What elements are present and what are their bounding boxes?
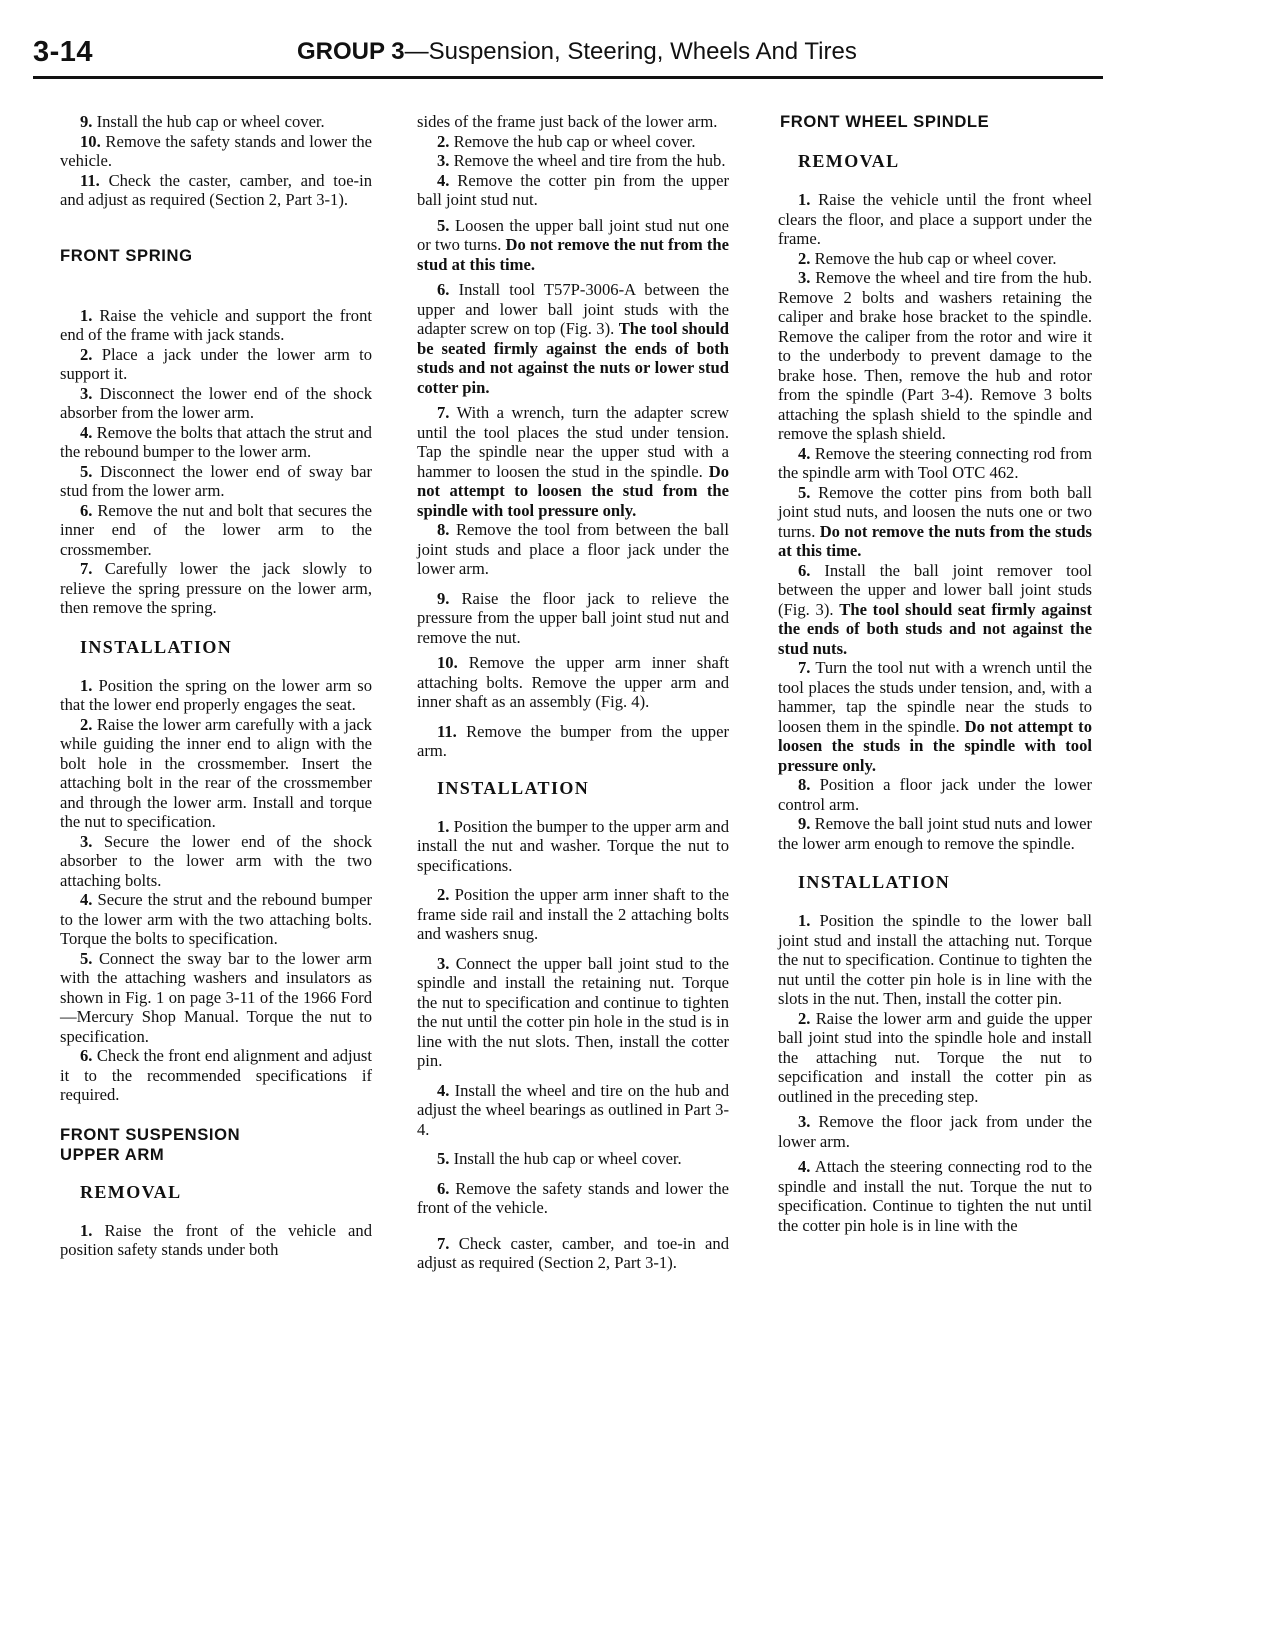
step-paragraph: [778, 658, 1092, 775]
step-paragraph: [778, 249, 1092, 269]
step-number: 4.: [437, 170, 450, 190]
step-text: Turn the tool nut with a wrench until the tool places the studs under tension, and, with a hammer, tap the spindle near the studs to loosen them in the spindle.: [778, 658, 1092, 736]
step-paragraph: [778, 1157, 1092, 1235]
step-paragraph: [417, 817, 729, 876]
step-paragraph: [417, 885, 729, 944]
subheading-removal: REMOVAL: [798, 151, 900, 171]
step-number: 2.: [80, 344, 93, 364]
step-warning: Do not attempt to loosen the stud from the spindle with tool pressure only.: [417, 461, 729, 520]
step-warning: Do not attempt to loosen the studs in the spindle with tool pressure only.: [778, 716, 1092, 775]
step-text: Remove the safety stands and lower the front of the vehicle.: [417, 1178, 729, 1217]
step-number: 4.: [798, 443, 811, 463]
step-text: Connect the upper ball joint stud to the spindle and install the retaining nut. Torque the nut to specification and continue to tighten the nut until the cotter pin hole in the stud is in line with the nut slots. Then, install the cotter pin.: [417, 953, 729, 1070]
step-number: 1.: [798, 911, 811, 930]
step-number: 9.: [798, 814, 811, 833]
step-paragraph: [417, 403, 729, 520]
step-number: 6.: [80, 1046, 93, 1065]
step-paragraph: [417, 589, 729, 648]
step-number: 4.: [80, 422, 93, 442]
step-text: Loosen the upper ball joint stud nut one or two turns.: [417, 215, 729, 254]
step-number: 5.: [437, 1149, 450, 1168]
step-text: Install the hub cap or wheel cover.: [96, 112, 325, 131]
step-number: 1.: [80, 305, 93, 325]
step-text: Remove the ball joint stud nuts and lower the lower arm enough to remove the spindle.: [778, 814, 1092, 853]
step-number: 1.: [798, 190, 811, 209]
step-paragraph: [778, 814, 1092, 853]
step-warning: The tool should be seated firmly against the ends of both studs and not against the nuts or lower stud cotter pin.: [417, 319, 729, 397]
step-number: 6.: [798, 560, 811, 580]
step-number: 6.: [437, 280, 450, 299]
step-number: 9.: [437, 588, 450, 608]
step-number: 4.: [80, 890, 93, 909]
step-text: Carefully lower the jack slowly to relieve the spring pressure on the lower arm, then remove the spring.: [60, 559, 372, 617]
step-text: Remove the hub cap or wheel cover.: [453, 131, 696, 151]
step-text: Remove the steering connecting rod from the spindle arm with Tool OTC 462.: [778, 443, 1092, 482]
step-text: Install tool T57P-3006-A between the upper and lower ball joint studs with the adapter screw on top (Fig. 3).: [417, 280, 730, 338]
step-number: 3.: [80, 383, 93, 403]
section-heading-front-suspension: FRONT SUSPENSION: [60, 1124, 241, 1144]
step-paragraph: [60, 384, 372, 423]
step-text: Position the spring on the lower arm so that the lower end properly engages the seat.: [60, 675, 372, 714]
step-number: 10.: [437, 653, 458, 672]
step-number: 2.: [437, 131, 450, 151]
step-number: 11.: [80, 170, 100, 190]
step-text: Position the upper arm inner shaft to the frame side rail and install the 2 attaching bolts and washers snug.: [417, 885, 729, 943]
step-number: 7.: [80, 559, 93, 578]
step-paragraph: [60, 171, 372, 210]
column-middle: [417, 112, 729, 1273]
step-paragraph: [60, 676, 372, 715]
step-paragraph: [60, 112, 372, 132]
step-paragraph: [417, 151, 729, 171]
step-text: Remove the safety stands and lower the vehicle.: [60, 131, 372, 170]
step-paragraph: [417, 653, 729, 712]
step-text: Install the wheel and tire on the hub and adjust the wheel bearings as outlined in Part 3-4.: [417, 1080, 729, 1139]
step-number: 3.: [437, 151, 450, 170]
step-number: 7.: [437, 403, 450, 422]
step-text: Check caster, camber, and toe-in and adjust as required (Section 2, Part 3-1).: [417, 1233, 729, 1272]
step-text: With a wrench, turn the adapter screw until the tool places the stud under tension. Tap the spindle near the upper stud with a hammer to loosen the stud in the spindle.: [417, 403, 729, 481]
step-paragraph: [778, 775, 1092, 814]
step-text: Remove the bolts that attach the strut and the rebound bumper to the lower arm.: [60, 422, 372, 461]
step-text: Position a floor jack under the lower control arm.: [778, 775, 1092, 814]
step-paragraph: [417, 520, 729, 579]
step-paragraph: [417, 722, 729, 761]
column-right: [778, 112, 1092, 1235]
step-text: Remove the wheel and tire from the hub.: [453, 151, 726, 170]
step-paragraph: [60, 715, 372, 832]
step-paragraph: [417, 1179, 729, 1218]
step-number: 1.: [80, 675, 93, 695]
step-paragraph: [60, 132, 372, 171]
step-paragraph: [778, 1009, 1092, 1107]
step-number: 6.: [437, 1178, 450, 1198]
subheading-removal: REMOVAL: [80, 1181, 182, 1202]
step-paragraph: [778, 444, 1092, 483]
step-paragraph: [60, 949, 372, 1047]
step-text: Remove the upper arm inner shaft attaching bolts. Remove the upper arm and inner shaft as an assembly (Fig. 4).: [417, 653, 729, 711]
step-number: 3.: [80, 831, 93, 851]
step-number: 11.: [437, 721, 457, 741]
step-text: Check the caster, camber, and toe-in and adjust as required (Section 2, Part 3-1).: [60, 170, 372, 209]
continued-paragraph: sides of the frame just back of the lower arm.: [417, 112, 718, 131]
section-heading-front-wheel-spindle: FRONT WHEEL SPINDLE: [780, 112, 990, 131]
subheading-installation: INSTALLATION: [437, 777, 590, 798]
step-number: 5.: [798, 482, 811, 502]
step-number: 6.: [80, 500, 93, 520]
step-paragraph: [60, 890, 372, 949]
step-number: 3.: [798, 1112, 811, 1131]
step-paragraph: [417, 1234, 729, 1273]
step-number: 8.: [798, 775, 811, 794]
step-number: 5.: [80, 948, 93, 968]
step-number: 4.: [437, 1080, 450, 1100]
step-text: Attach the steering connecting rod to the spindle and install the nut. Torque the nut to specification. Continue to tighten the nut until the cotter pin hole is in line with the: [778, 1157, 1092, 1235]
step-warning: The tool should seat firmly against the ends of both studs and not against the stud nuts.: [778, 599, 1093, 658]
step-text: Secure the strut and the rebound bumper to the lower arm with the two attaching bolts. Torque the bolts to specification.: [60, 890, 372, 948]
step-paragraph: [60, 1046, 372, 1105]
page-header: [33, 36, 1103, 79]
step-paragraph: [417, 954, 729, 1071]
step-number: 5.: [80, 461, 93, 481]
group-label: GROUP 3: [297, 38, 405, 65]
step-text: Install the hub cap or wheel cover.: [453, 1149, 682, 1168]
step-text: Remove the bumper from the upper arm.: [417, 721, 729, 760]
step-paragraph: [60, 345, 372, 384]
step-text: Install the ball joint remover tool between the upper and lower ball joint studs (Fig. 3).: [778, 560, 1092, 619]
page-number: 3-14: [33, 36, 94, 68]
section-heading-upper-arm: UPPER ARM: [60, 1144, 165, 1164]
step-text: Position the spindle to the lower ball joint stud and install the attaching nut. Torque the nut to specification. Continue to tighten the nut until the cotter pin hole is in line with the slots in the nut. Then, install the cotter pin.: [778, 911, 1092, 1008]
step-paragraph: [60, 306, 372, 345]
step-text: Place a jack under the lower arm to support it.: [60, 344, 372, 383]
step-number: 2.: [80, 714, 93, 734]
step-number: 7.: [437, 1233, 450, 1253]
step-paragraph: [417, 171, 729, 210]
step-number: 7.: [798, 658, 811, 677]
step-warning: Do not remove the nut from the stud at this time.: [417, 235, 729, 274]
step-text: Remove the cotter pins from both ball joint stud nuts, and loosen the nuts one or two turns.: [778, 482, 1092, 541]
step-paragraph: [417, 280, 729, 397]
step-text: Raise the front of the vehicle and position safety stands under both: [60, 1220, 372, 1259]
step-paragraph: [417, 132, 729, 152]
step-number: 1.: [80, 1220, 93, 1240]
title-rest: Suspension, Steering, Wheels And Tires: [428, 38, 857, 65]
step-number: 2.: [798, 1008, 811, 1028]
step-text: Position the bumper to the upper arm and install the nut and washer. Torque the nut to specifications.: [417, 816, 729, 875]
step-text: Remove the cotter pin from the upper ball joint stud nut.: [417, 170, 729, 209]
step-number: 1.: [437, 816, 450, 836]
title-dash: —: [404, 38, 429, 65]
step-text: Remove the floor jack from under the lower arm.: [778, 1112, 1092, 1151]
step-text: Remove the tool from between the ball joint studs and place a floor jack under the lower arm.: [417, 520, 729, 578]
step-number: 2.: [798, 248, 811, 268]
step-paragraph: [778, 268, 1092, 444]
step-number: 10.: [80, 131, 101, 151]
step-text: Remove the wheel and tire from the hub. Remove 2 bolts and washers retaining the caliper and brake hose bracket to the spindle. Remove the caliper from the rotor and wire it to the underbody to prevent damage to the brake hose. Then, remove the hub and rotor from the spindle (Part 3-4). Remove 3 bolts attaching the splash shield to the spindle and remove the splash shield.: [778, 268, 1092, 443]
step-text: Raise the vehicle until the front wheel clears the floor, and place a support under the frame.: [778, 190, 1092, 248]
section-heading-front-spring: FRONT SPRING: [60, 245, 193, 265]
step-paragraph: [778, 911, 1092, 1009]
step-text: Remove the hub cap or wheel cover.: [814, 248, 1057, 268]
subheading-installation: INSTALLATION: [80, 636, 233, 657]
step-paragraph: [60, 1221, 372, 1260]
step-text: Secure the lower end of the shock absorber to the lower arm with the two attaching bolts.: [60, 831, 372, 890]
step-paragraph: [778, 561, 1092, 659]
step-text: Connect the sway bar to the lower arm with the attaching washers and insulators as shown in Fig. 1 on page 3-11 of the 1966 Ford—Mercury Shop Manual. Torque the nut to specification.: [60, 948, 372, 1046]
step-number: 8.: [437, 520, 450, 539]
running-title: [297, 38, 857, 66]
step-text: Disconnect the lower end of the shock absorber from the lower arm.: [60, 383, 372, 422]
column-left: [60, 112, 372, 1260]
step-number: 2.: [437, 885, 450, 904]
step-number: 9.: [80, 112, 93, 131]
step-paragraph: [60, 423, 372, 462]
step-text: Raise the lower arm carefully with a jack while guiding the inner end to align with the bolt hole in the crossmember. Insert the attaching bolt in the rear of the crossmember and through the lower arm. Install and torque the nut to specification.: [60, 714, 372, 831]
step-paragraph: [778, 1112, 1092, 1151]
step-text: Remove the nut and bolt that secures the inner end of the lower arm to the crossmember.: [60, 500, 372, 559]
step-paragraph: [417, 1149, 729, 1169]
subheading-installation: INSTALLATION: [798, 872, 951, 892]
step-paragraph: [60, 559, 372, 618]
step-text: Raise the vehicle and support the front end of the frame with jack stands.: [60, 305, 372, 344]
step-number: 5.: [437, 215, 450, 235]
step-number: 3.: [437, 953, 450, 973]
step-text: Disconnect the lower end of sway bar stud from the lower arm.: [60, 461, 372, 500]
step-paragraph: [60, 462, 372, 501]
step-paragraph: [778, 483, 1092, 561]
step-text: Raise the lower arm and guide the upper ball joint stud into the spindle hole and install the attaching nut. Torque the nut to sepcification and install the cotter pin as outlined in the preceding step.: [778, 1008, 1092, 1106]
step-paragraph: [60, 501, 372, 560]
step-paragraph: [417, 216, 729, 275]
step-number: 3.: [798, 268, 811, 287]
step-warning: Do not remove the nuts from the studs at this time.: [778, 521, 1092, 560]
step-text: Check the front end alignment and adjust it to the recommended specifications if required.: [60, 1046, 372, 1104]
step-paragraph: [417, 1081, 729, 1140]
step-paragraph: [778, 190, 1092, 249]
step-number: 4.: [798, 1157, 811, 1176]
step-paragraph: [60, 832, 372, 891]
step-text: Raise the floor jack to relieve the pressure from the upper ball joint stud nut and remove the nut.: [417, 588, 729, 647]
